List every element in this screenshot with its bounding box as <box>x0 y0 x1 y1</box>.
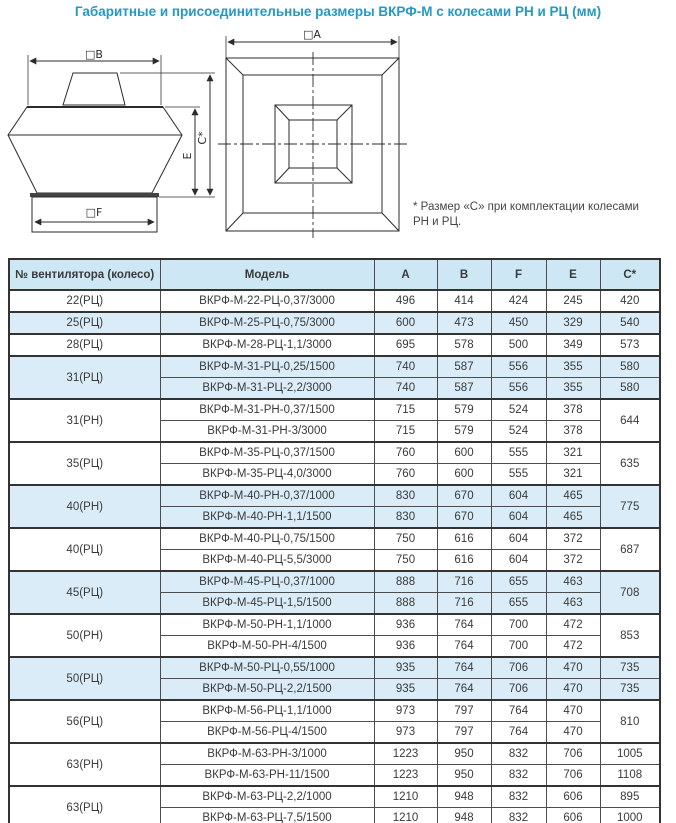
dim-label-c: C* <box>196 131 209 145</box>
cell-c: 1000 <box>600 808 660 823</box>
cell-fan-number: 40(РН) <box>9 485 160 528</box>
cell-e: 245 <box>546 290 600 312</box>
cell-b: 616 <box>437 528 491 550</box>
cell-model: ВКРФ-М-45-РЦ-0,37/1000 <box>160 571 374 593</box>
cell-model: ВКРФ-М-22-РЦ-0,37/3000 <box>160 290 374 312</box>
cell-e: 321 <box>546 464 600 486</box>
cell-f: 706 <box>491 679 546 701</box>
cell-c: 1005 <box>600 743 660 765</box>
cell-b: 764 <box>437 636 491 658</box>
cell-f: 500 <box>491 334 546 356</box>
cell-b: 950 <box>437 765 491 787</box>
cell-b: 716 <box>437 593 491 615</box>
cell-model: ВКРФ-М-63-РН-11/1500 <box>160 765 374 787</box>
cell-model: ВКРФ-М-31-РЦ-2,2/3000 <box>160 378 374 400</box>
cell-b: 414 <box>437 290 491 312</box>
cell-fan-number: 22(РЦ) <box>9 290 160 312</box>
cell-e: 372 <box>546 528 600 550</box>
cell-e: 706 <box>546 765 600 787</box>
cell-b: 579 <box>437 399 491 421</box>
cell-f: 655 <box>491 593 546 615</box>
cell-c: 735 <box>600 657 660 679</box>
table-row <box>9 786 660 808</box>
cell-model: ВКРФ-М-50-РН-1,1/1000 <box>160 614 374 636</box>
cell-a: 1210 <box>374 786 437 808</box>
cell-model: ВКРФ-М-31-РН-3/3000 <box>160 421 374 443</box>
cell-e: 470 <box>546 722 600 744</box>
cell-model: ВКРФ-М-31-РЦ-0,25/1500 <box>160 356 374 378</box>
cell-f: 706 <box>491 657 546 679</box>
cell-a: 740 <box>374 378 437 400</box>
cell-f: 604 <box>491 485 546 507</box>
cell-b: 587 <box>437 356 491 378</box>
dim-label-f: □F <box>85 206 103 219</box>
cell-f: 832 <box>491 765 546 787</box>
footnote-size-c <box>413 200 673 230</box>
cell-b: 670 <box>437 485 491 507</box>
cell-f: 604 <box>491 550 546 572</box>
cell-e: 465 <box>546 485 600 507</box>
table-row <box>9 290 660 312</box>
cell-a: 750 <box>374 528 437 550</box>
table-row <box>9 743 660 765</box>
cell-fan-number: 63(РН) <box>9 743 160 786</box>
cell-a: 740 <box>374 356 437 378</box>
column-header-1: Модель <box>160 259 374 290</box>
cell-e: 606 <box>546 808 600 823</box>
cell-a: 973 <box>374 700 437 722</box>
cell-f: 555 <box>491 464 546 486</box>
cell-e: 470 <box>546 700 600 722</box>
cell-b: 579 <box>437 421 491 443</box>
cell-e: 321 <box>546 442 600 464</box>
cell-f: 700 <box>491 636 546 658</box>
cell-c: 573 <box>600 334 660 356</box>
cell-e: 349 <box>546 334 600 356</box>
cell-model: ВКРФ-М-63-РЦ-2,2/1000 <box>160 786 374 808</box>
cell-b: 764 <box>437 657 491 679</box>
cell-f: 556 <box>491 356 546 378</box>
cell-f: 832 <box>491 808 546 823</box>
cell-fan-number: 50(РЦ) <box>9 657 160 700</box>
cell-model: ВКРФ-М-40-РЦ-5,5/3000 <box>160 550 374 572</box>
cell-f: 655 <box>491 571 546 593</box>
fan-body <box>8 107 182 193</box>
cell-b: 950 <box>437 743 491 765</box>
cell-b: 600 <box>437 464 491 486</box>
cell-e: 706 <box>546 743 600 765</box>
column-header-5: E <box>546 259 600 290</box>
dim-label-b: □B <box>85 48 103 61</box>
cell-model: ВКРФ-М-45-РЦ-1,5/1500 <box>160 593 374 615</box>
footnote-line-1: * Размер «С» при комплектации колесами <box>413 201 639 213</box>
cell-a: 760 <box>374 464 437 486</box>
cell-e: 378 <box>546 421 600 443</box>
cell-fan-number: 31(РН) <box>9 399 160 442</box>
cell-b: 473 <box>437 312 491 334</box>
cell-model: ВКРФ-М-50-РЦ-0,55/1000 <box>160 657 374 679</box>
cell-a: 750 <box>374 550 437 572</box>
table-row <box>9 399 660 421</box>
cell-e: 606 <box>546 786 600 808</box>
cell-a: 1210 <box>374 808 437 823</box>
cell-fan-number: 45(РЦ) <box>9 571 160 614</box>
column-header-6: C* <box>600 259 660 290</box>
cell-b: 797 <box>437 700 491 722</box>
dimensions-table <box>8 258 661 823</box>
cell-model: ВКРФ-М-25-РЦ-0,75/3000 <box>160 312 374 334</box>
cell-model: ВКРФ-М-35-РЦ-0,37/1500 <box>160 442 374 464</box>
cell-a: 888 <box>374 571 437 593</box>
table-row <box>9 485 660 507</box>
cell-model: ВКРФ-М-56-РЦ-4/1500 <box>160 722 374 744</box>
cell-a: 936 <box>374 614 437 636</box>
column-header-0: № вентилятора (колесо) <box>9 259 160 290</box>
fan-motor <box>63 73 125 105</box>
cell-c-merged: 635 <box>600 442 660 485</box>
cell-model: ВКРФ-М-28-РЦ-1,1/3000 <box>160 334 374 356</box>
cell-model: ВКРФ-М-63-РН-3/1000 <box>160 743 374 765</box>
cell-f: 524 <box>491 421 546 443</box>
side-view-drawing <box>8 55 215 232</box>
cell-f: 424 <box>491 290 546 312</box>
cell-e: 470 <box>546 657 600 679</box>
cell-model: ВКРФ-М-50-РЦ-2,2/1500 <box>160 679 374 701</box>
cell-fan-number: 63(РЦ) <box>9 786 160 823</box>
cell-b: 948 <box>437 786 491 808</box>
cell-b: 587 <box>437 378 491 400</box>
cell-c-merged: 810 <box>600 700 660 743</box>
cell-c-merged: 644 <box>600 399 660 442</box>
cell-f: 556 <box>491 378 546 400</box>
cell-e: 470 <box>546 679 600 701</box>
cell-c: 540 <box>600 312 660 334</box>
cell-a: 888 <box>374 593 437 615</box>
cell-a: 496 <box>374 290 437 312</box>
cell-a: 830 <box>374 507 437 529</box>
cell-f: 604 <box>491 528 546 550</box>
table-row <box>9 356 660 378</box>
cell-a: 1223 <box>374 765 437 787</box>
cell-b: 578 <box>437 334 491 356</box>
cell-a: 1223 <box>374 743 437 765</box>
table-row <box>9 334 660 356</box>
table-row <box>9 571 660 593</box>
cell-e: 372 <box>546 550 600 572</box>
cell-b: 600 <box>437 442 491 464</box>
cell-e: 465 <box>546 507 600 529</box>
cell-a: 695 <box>374 334 437 356</box>
cell-b: 948 <box>437 808 491 823</box>
cell-f: 764 <box>491 700 546 722</box>
fan-flange <box>30 193 159 197</box>
cell-b: 797 <box>437 722 491 744</box>
cell-a: 600 <box>374 312 437 334</box>
cell-c-merged: 687 <box>600 528 660 571</box>
cell-f: 604 <box>491 507 546 529</box>
cell-e: 472 <box>546 636 600 658</box>
cell-a: 715 <box>374 399 437 421</box>
cell-a: 935 <box>374 679 437 701</box>
cell-b: 716 <box>437 571 491 593</box>
page-title: Габаритные и присоединительные размеры ВКРФ-М с колесами РН и РЦ (мм) <box>74 4 602 19</box>
table-row <box>9 528 660 550</box>
cell-f: 764 <box>491 722 546 744</box>
cell-f: 555 <box>491 442 546 464</box>
cell-model: ВКРФ-М-35-РЦ-4,0/3000 <box>160 464 374 486</box>
cell-fan-number: 50(РН) <box>9 614 160 657</box>
cell-c: 580 <box>600 356 660 378</box>
cell-e: 355 <box>546 356 600 378</box>
cell-c: 580 <box>600 378 660 400</box>
cell-c-merged: 708 <box>600 571 660 614</box>
cell-e: 378 <box>546 399 600 421</box>
cell-model: ВКРФ-М-40-РН-1,1/1500 <box>160 507 374 529</box>
cell-e: 463 <box>546 593 600 615</box>
table-header-row <box>9 259 660 290</box>
cell-a: 760 <box>374 442 437 464</box>
table-row <box>9 700 660 722</box>
cell-b: 616 <box>437 550 491 572</box>
cell-e: 463 <box>546 571 600 593</box>
cell-fan-number: 56(РЦ) <box>9 700 160 743</box>
cell-f: 832 <box>491 743 546 765</box>
table-row <box>9 312 660 334</box>
dim-label-a: □A <box>303 28 321 41</box>
cell-model: ВКРФ-М-40-РН-0,37/1000 <box>160 485 374 507</box>
cell-c: 420 <box>600 290 660 312</box>
cell-c-merged: 853 <box>600 614 660 657</box>
cell-a: 830 <box>374 485 437 507</box>
cell-a: 715 <box>374 421 437 443</box>
cell-fan-number: 35(РЦ) <box>9 442 160 485</box>
cell-c: 1108 <box>600 765 660 787</box>
cell-e: 355 <box>546 378 600 400</box>
dim-label-e: E <box>181 152 194 160</box>
cell-fan-number: 28(РЦ) <box>9 334 160 356</box>
column-header-2: A <box>374 259 437 290</box>
cell-a: 973 <box>374 722 437 744</box>
cell-e: 472 <box>546 614 600 636</box>
top-view-drawing <box>218 36 408 238</box>
cell-f: 700 <box>491 614 546 636</box>
cell-b: 764 <box>437 614 491 636</box>
cell-model: ВКРФ-М-40-РЦ-0,75/1500 <box>160 528 374 550</box>
cell-b: 764 <box>437 679 491 701</box>
column-header-3: B <box>437 259 491 290</box>
footnote-line-2: РН и РЦ. <box>413 216 462 228</box>
cell-a: 935 <box>374 657 437 679</box>
cell-f: 832 <box>491 786 546 808</box>
cell-c: 895 <box>600 786 660 808</box>
cell-model: ВКРФ-М-31-РН-0,37/1500 <box>160 399 374 421</box>
table-row <box>9 442 660 464</box>
cell-c-merged: 775 <box>600 485 660 528</box>
cell-model: ВКРФ-М-56-РЦ-1,1/1000 <box>160 700 374 722</box>
table-row <box>9 657 660 679</box>
column-header-4: F <box>491 259 546 290</box>
cell-fan-number: 25(РЦ) <box>9 312 160 334</box>
cell-c: 735 <box>600 679 660 701</box>
cell-a: 936 <box>374 636 437 658</box>
cell-model: ВКРФ-М-63-РЦ-7,5/1500 <box>160 808 374 823</box>
cell-f: 524 <box>491 399 546 421</box>
cell-fan-number: 40(РЦ) <box>9 528 160 571</box>
cell-f: 450 <box>491 312 546 334</box>
cell-e: 329 <box>546 312 600 334</box>
cell-model: ВКРФ-М-50-РН-4/1500 <box>160 636 374 658</box>
cell-b: 670 <box>437 507 491 529</box>
table-row <box>9 614 660 636</box>
cell-fan-number: 31(РЦ) <box>9 356 160 399</box>
